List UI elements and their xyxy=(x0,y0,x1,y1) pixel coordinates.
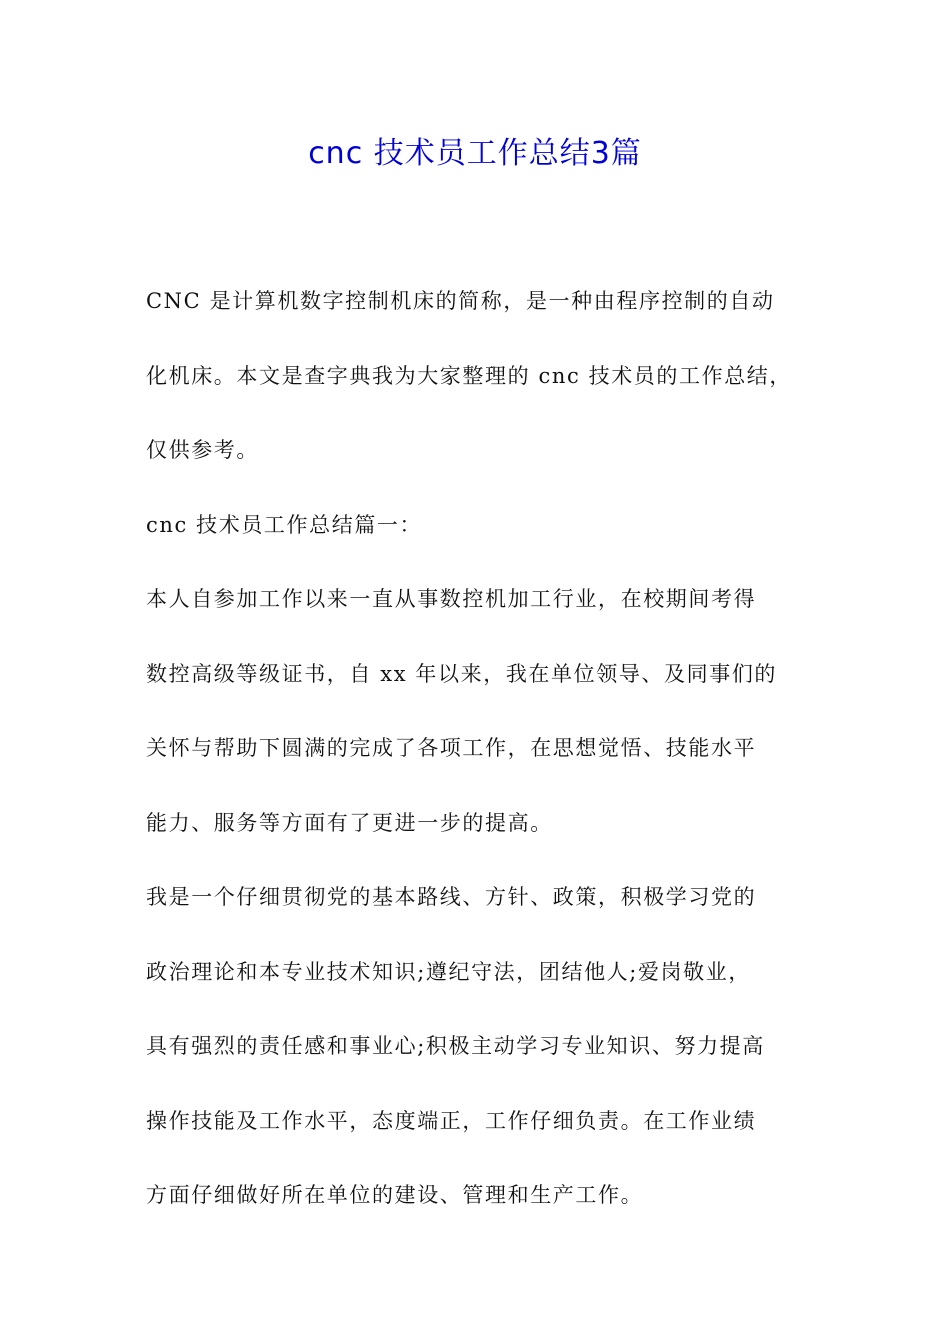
document-body xyxy=(146,264,816,1233)
body-line: 我是一个仔细贯彻党的基本路线、方针、政策，积极学习党的 xyxy=(146,885,757,909)
body-line: 化机床。本文是查字典我为大家整理的 cnc 技术员的工作总结， xyxy=(146,363,792,388)
body-line: 政治理论和本专业技术知识;遵纪守法，团结他人;爱岗敬业， xyxy=(146,959,751,984)
document-title: cnc 技术员工作总结3篇 xyxy=(308,136,642,171)
body-line: 关怀与帮助下圆满的完成了各项工作，在思想觉悟、技能水平 xyxy=(146,736,757,760)
body-line: 操作技能及工作水平，态度端正，工作仔细负责。在工作业绩 xyxy=(146,1108,757,1133)
body-line: 仅供参考。 xyxy=(146,438,259,462)
section-heading: cnc 技术员工作总结篇一： xyxy=(146,512,423,537)
body-line: 数控高级等级证书，自 xx 年以来，我在单位领导、及同事们的 xyxy=(146,661,778,686)
body-line: 本人自参加工作以来一直从事数控机加工行业，在校期间考得 xyxy=(146,587,757,611)
body-line: 具有强烈的责任感和事业心;积极主动学习专业知识、努力提高 xyxy=(146,1034,765,1058)
body-line: CNC 是计算机数字控制机床的简称，是一种由程序控制的自动 xyxy=(146,289,775,313)
body-line: 方面仔细做好所在单位的建设、管理和生产工作。 xyxy=(146,1183,644,1207)
body-line: 能力、服务等方面有了更进一步的提高。 xyxy=(146,810,553,835)
